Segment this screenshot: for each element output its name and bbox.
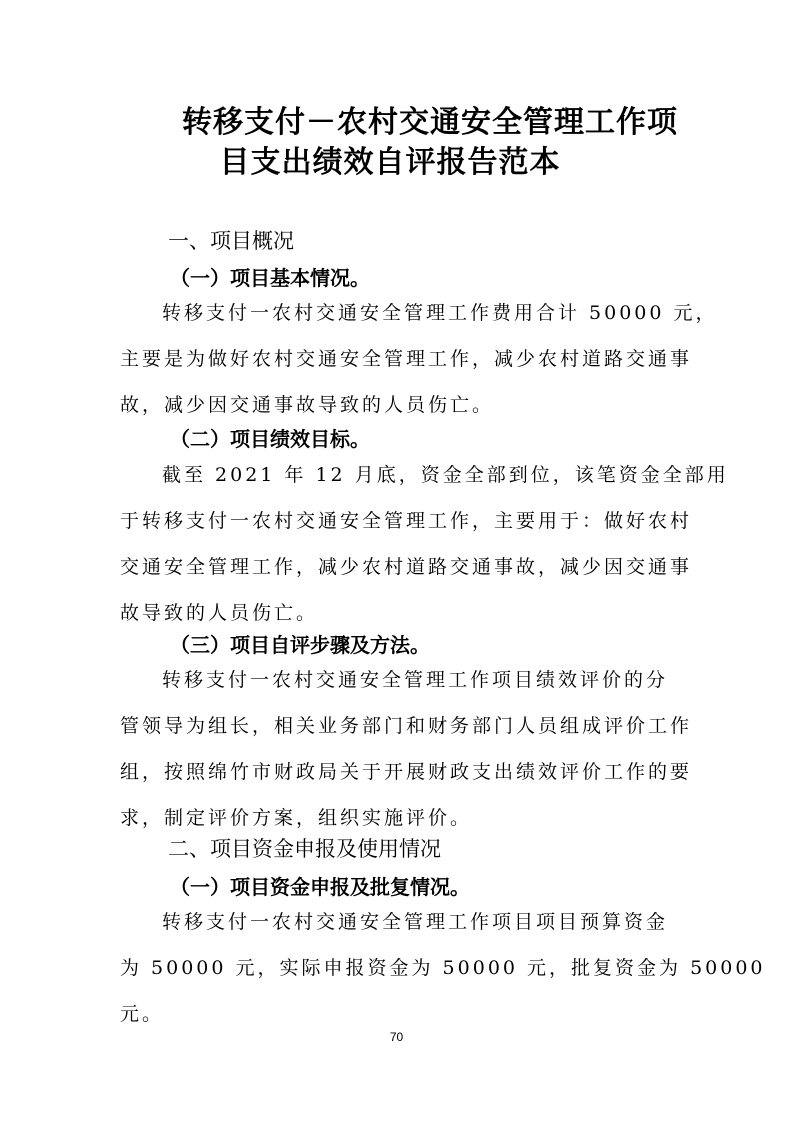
paragraph-line: 为 50000 元，实际申报资金为 50000 元，批复资金为 50000 — [120, 957, 766, 979]
paragraph-basic-info — [120, 290, 718, 428]
section-heading-project-overview: 一、项目概况 — [168, 229, 294, 253]
paragraph-line: 截至 2021 年 12 月底，资金全部到位，该笔资金全部用 — [162, 464, 729, 486]
paragraph-line: 主要是为做好农村交通安全管理工作，减少农村道路交通事 — [120, 348, 693, 370]
paragraph-line: 故导致的人员伤亡。 — [120, 602, 319, 624]
paragraph-line: 转移支付一农村交通安全管理工作费用合计 50000 元， — [162, 302, 718, 324]
paragraph-line: 故，减少因交通事故导致的人员伤亡。 — [120, 394, 495, 416]
paragraph-self-evaluation — [120, 657, 693, 841]
paragraph-line: 于转移支付一农村交通安全管理工作，主要用于：做好农村 — [120, 510, 693, 532]
paragraph-line: 组，按照绵竹市财政局关于开展财政支出绩效评价工作的要 — [120, 761, 693, 783]
paragraph-line: 交通安全管理工作，减少农村道路交通事故，减少因交通事 — [120, 556, 693, 578]
paragraph-funding-approval — [120, 899, 766, 1037]
section-heading-funding: 二、项目资金申报及使用情况 — [168, 837, 441, 861]
document-title-line-2: 目支出绩效自评报告范本 — [219, 145, 561, 180]
paragraph-performance-goals — [120, 452, 729, 636]
subsection-heading-self-evaluation: （三）项目自评步骤及方法。 — [170, 633, 430, 657]
paragraph-line: 转移支付一农村交通安全管理工作项目绩效评价的分 — [162, 669, 669, 691]
paragraph-line: 管领导为组长，相关业务部门和财务部门人员组成评价工作 — [120, 715, 693, 737]
subsection-heading-performance-goals: （二）项目绩效目标。 — [170, 427, 370, 451]
document-title-line-1: 转移支付－农村交通安全管理工作项 — [182, 105, 678, 140]
subsection-heading-basic-info: （一）项目基本情况。 — [170, 266, 370, 290]
paragraph-line: 转移支付一农村交通安全管理工作项目项目预算资金 — [162, 911, 669, 933]
paragraph-line: 求，制定评价方案，组织实施评价。 — [120, 807, 473, 829]
subsection-heading-funding-approval: （一）项目资金申报及批复情况。 — [170, 875, 470, 899]
page-number: 70 — [389, 1030, 404, 1044]
paragraph-line: 元。 — [120, 1003, 165, 1025]
